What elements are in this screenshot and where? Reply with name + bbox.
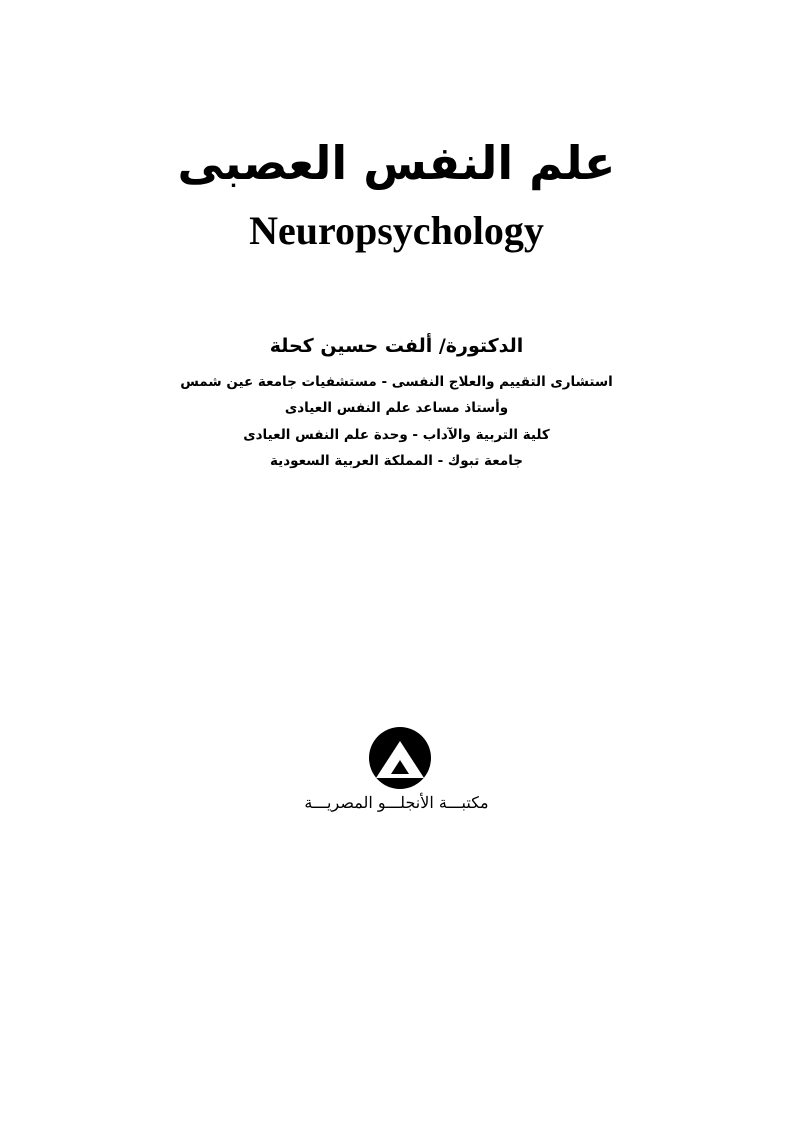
- english-title: Neuropsychology: [249, 208, 544, 253]
- affiliation-line: وأستاذ مساعد علم النفس العيادى: [284, 400, 509, 416]
- publisher-logo-icon: [368, 726, 432, 790]
- affiliation-line: جامعة تبوك - المملكة العربية السعودية: [269, 453, 523, 469]
- author-name: الدكتورة/ ألفت حسين كحلة: [269, 335, 524, 357]
- publisher-name: مكتبـــة الأنجلـــو المصريـــة: [304, 793, 489, 812]
- affiliation-line: كلية التربية والآداب - وحدة علم النفس العيادى: [243, 427, 550, 443]
- affiliation-line: استشارى التقييم والعلاج النفسى - مستشفيات جامعة عين شمس: [180, 374, 613, 390]
- arabic-title: علم النفس العصبى: [177, 136, 616, 190]
